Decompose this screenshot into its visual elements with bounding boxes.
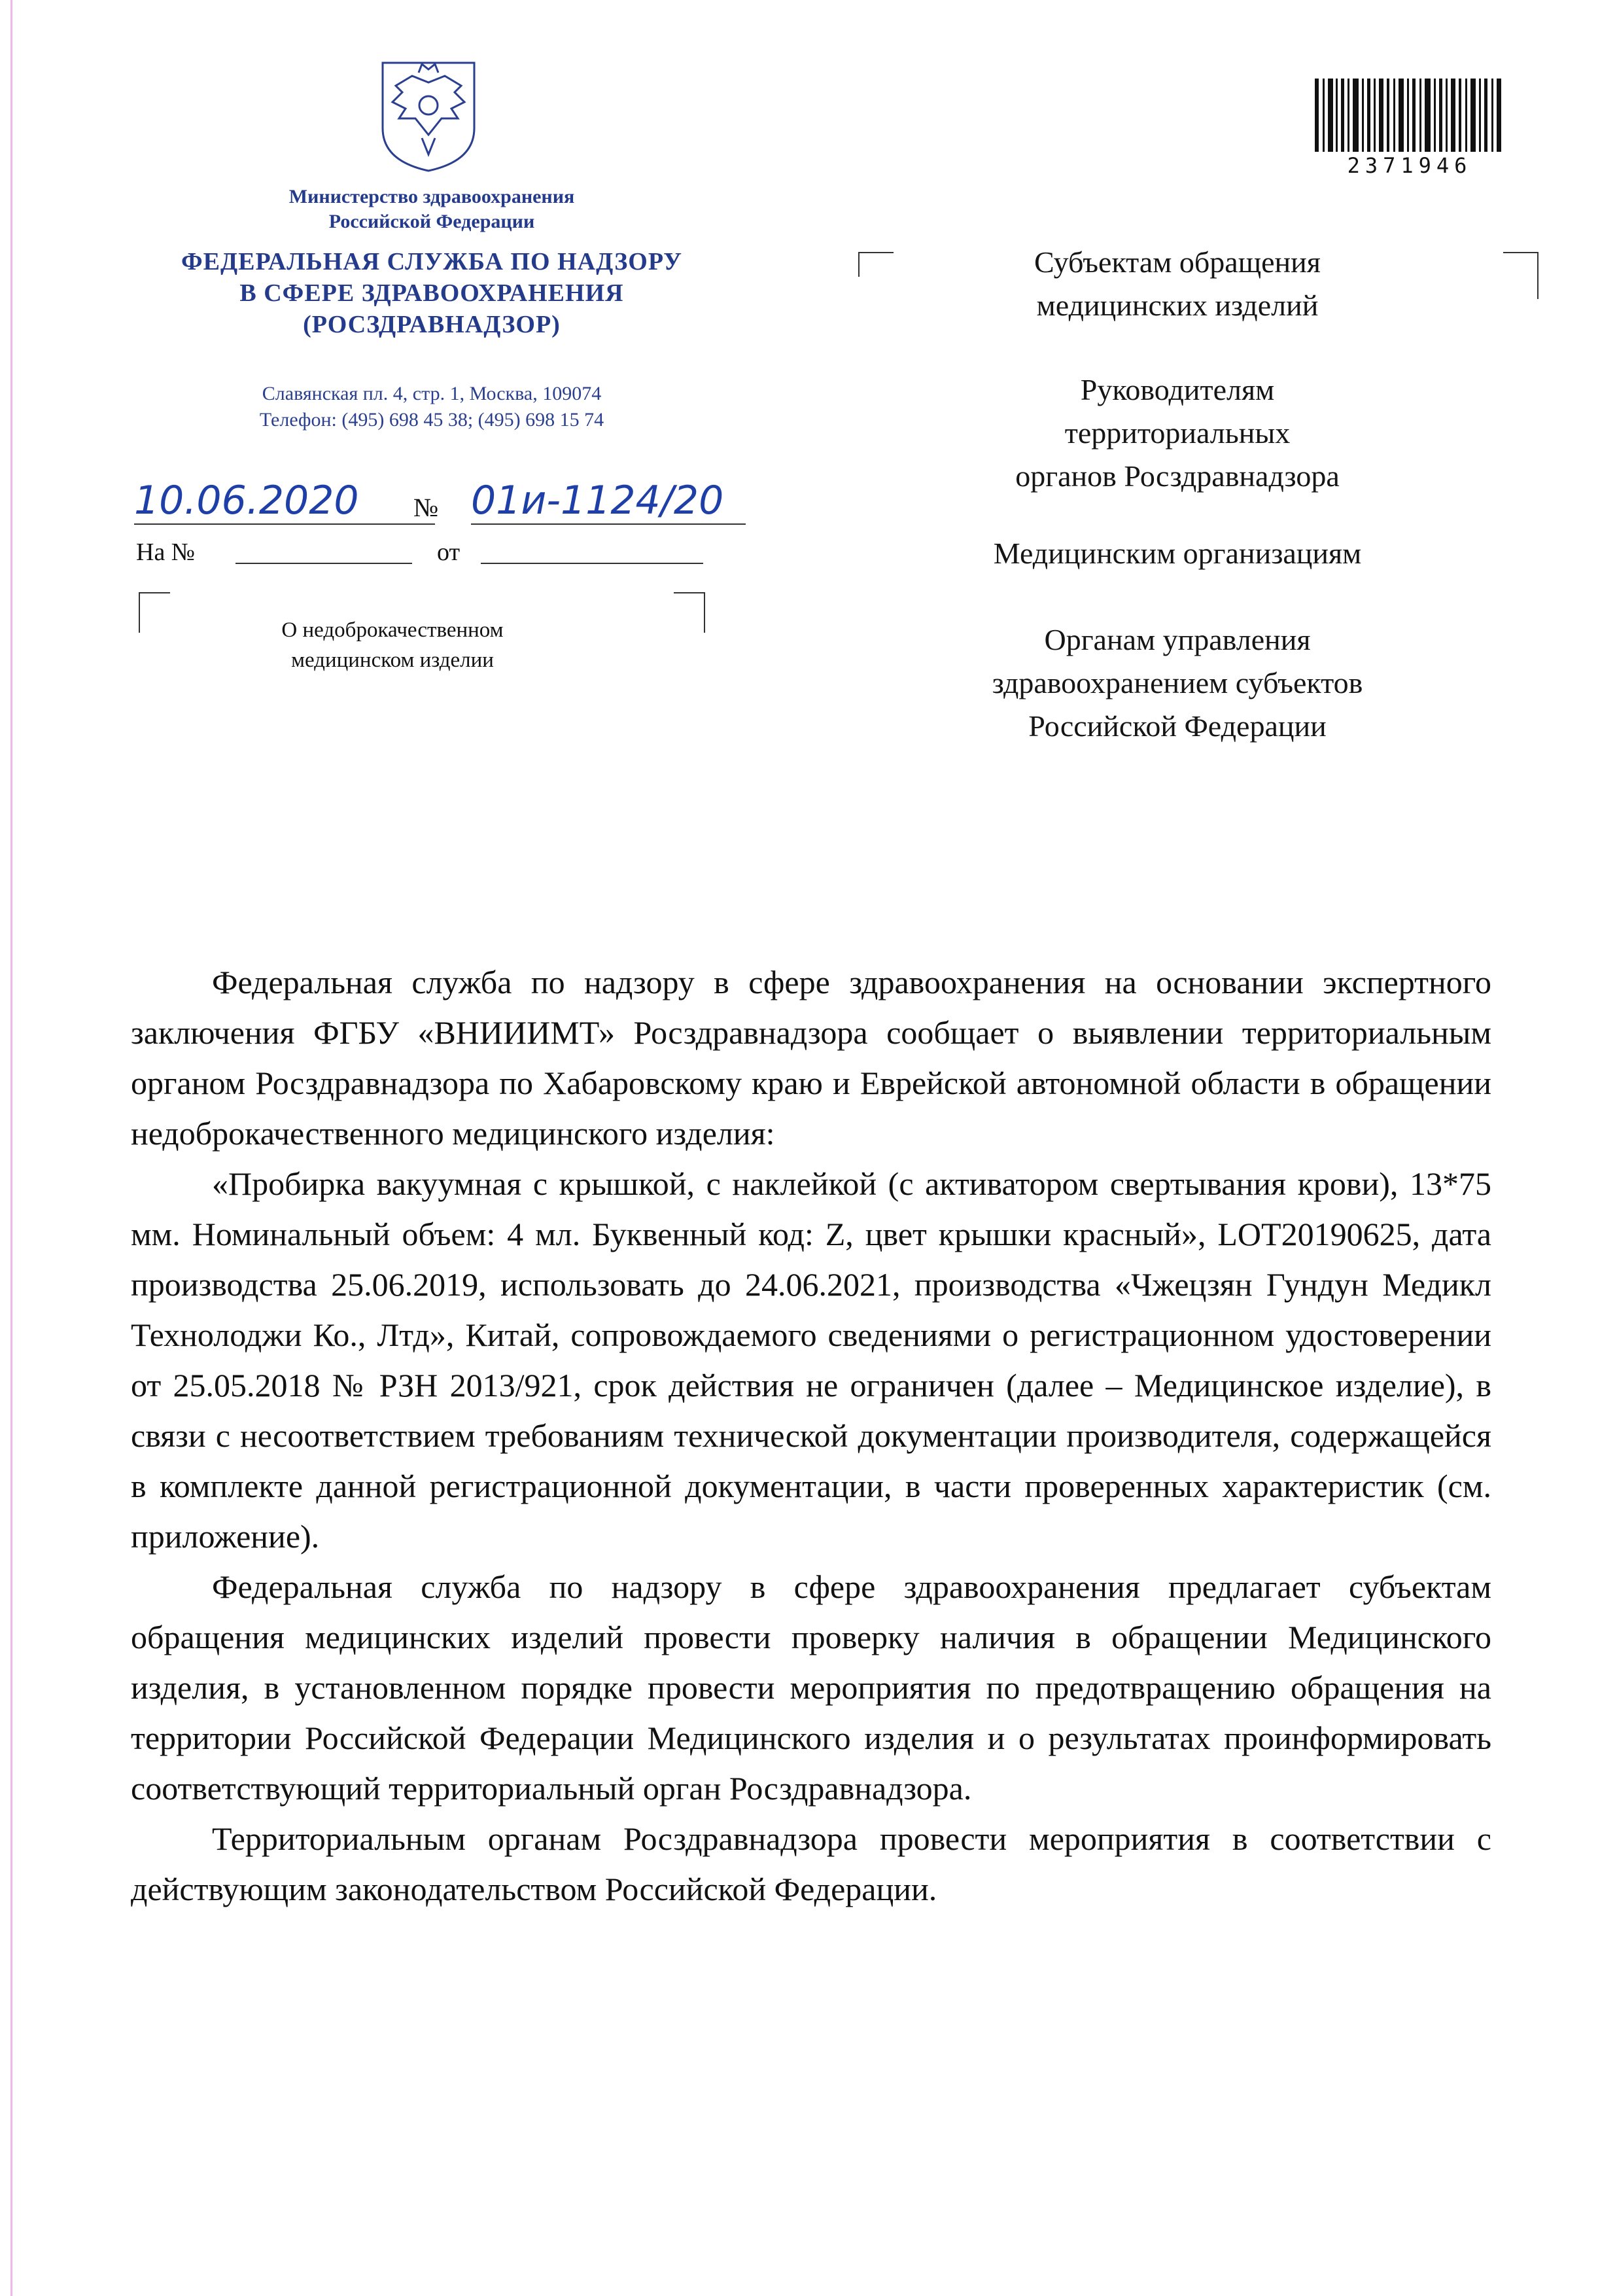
addressee-line: органов Росздравнадзора bbox=[1015, 459, 1340, 493]
russian-coat-of-arms-icon bbox=[373, 56, 484, 174]
addressee-line: Субъектам обращения bbox=[1034, 245, 1321, 279]
addressee-bracket-right bbox=[1503, 252, 1539, 299]
addressee-group-4 bbox=[863, 618, 1491, 748]
subject-bracket-right bbox=[674, 592, 705, 633]
addressee-group-2 bbox=[863, 368, 1491, 498]
addressee-line: Руководителям bbox=[1080, 373, 1275, 406]
outgoing-date: 10.06.2020 bbox=[134, 478, 435, 525]
reference-date-line bbox=[481, 563, 703, 564]
barcode-number: 2371946 bbox=[1347, 153, 1472, 178]
number-sign: № bbox=[413, 493, 439, 522]
reference-from: от bbox=[437, 539, 461, 566]
addressee-line: Органам управления bbox=[1044, 623, 1311, 656]
body-paragraph-3: Федеральная служба по надзору в сфере здравоохранения предлагает субъектам обращения медицинских изделий провести проверку наличия в обращении Медицинского изделия, в установленном порядке провести мероприятия по предотвращению обращения на территории Российской Федерации Медицинского изделия и о результатах проинформировать соответствующий территориальный орган Росздравнадзора. bbox=[131, 1568, 1491, 1807]
addressee-line: Российской Федерации bbox=[1028, 709, 1327, 743]
sender-address bbox=[137, 381, 726, 433]
body-paragraph-4: Территориальным органам Росздравнадзора провести мероприятия в соответствии с действующим законодательством Российской Федерации. bbox=[131, 1820, 1491, 1907]
margin-line bbox=[10, 0, 12, 2296]
service-name bbox=[137, 246, 726, 340]
addressee-line: территориальных bbox=[1064, 416, 1291, 450]
outgoing-number: 01и-1124/20 bbox=[471, 478, 724, 523]
subject-line-1: О недоброкачественном bbox=[281, 618, 504, 642]
address-line: Славянская пл. 4, стр. 1, Москва, 109074 bbox=[262, 383, 602, 404]
ministry-name bbox=[137, 185, 726, 234]
reference-prefix: На № bbox=[136, 539, 196, 566]
outgoing-number-underline bbox=[471, 523, 746, 525]
ministry-line-2: Российской Федерации bbox=[328, 211, 535, 232]
body-paragraph-1: Федеральная служба по надзору в сфере здравоохранения на основании экспертного заключения ФГБУ «ВНИИИМТ» Росздравнадзора сообщает о выявлении территориальным органом Росздравнадзора по Хабаровскому краю и Еврейской автономной области в обращении недоброкачественного медицинского изделия: bbox=[131, 964, 1491, 1152]
service-line-3: (РОСЗДРАВНАДЗОР) bbox=[303, 311, 561, 338]
subject-bracket-left bbox=[139, 592, 170, 633]
letter-body bbox=[131, 957, 1491, 1915]
addressee-line: здравоохранением субъектов bbox=[992, 666, 1363, 699]
subject-line-2: медицинском изделии bbox=[291, 648, 494, 672]
addressee-line: медицинских изделий bbox=[1036, 289, 1319, 322]
addressee-line: Медицинским организациям bbox=[993, 537, 1362, 570]
addressee-group-3 bbox=[863, 532, 1491, 575]
phone-line: Телефон: (495) 698 45 38; (495) 698 15 74 bbox=[259, 409, 604, 431]
service-line-2: В СФЕРЕ ЗДРАВООХРАНЕНИЯ bbox=[239, 279, 624, 307]
letter-subject bbox=[196, 615, 589, 675]
barcode bbox=[1315, 79, 1504, 157]
service-line-1: ФЕДЕРАЛЬНАЯ СЛУЖБА ПО НАДЗОРУ bbox=[181, 248, 682, 275]
ministry-line-1: Министерство здравоохранения bbox=[288, 186, 575, 207]
addressee-group-1 bbox=[863, 241, 1491, 327]
body-paragraph-2: «Пробирка вакуумная с крышкой, с наклейкой (с активатором свертывания крови), 13*75 мм. Номинальный объем: 4 мл. Буквенный код: Z, цвет крышки красный», LOT20190625, дата производства 25.06.2019, использовать до 24.06.2021, производства «Чжецзян Гундун Медикл Технолоджи Ко., Лтд», Китай, сопровождаемого сведениями о регистрационном удостоверении от 25.05.2018 № РЗН 2013/921, срок действия не ограничен (далее – Медицинское изделие), в связи с несоответствием требованиям технической документации производителя, содержащейся в комплекте данной регистрационной документации, в части проверенных характеристик (см. приложение). bbox=[131, 1165, 1491, 1555]
reference-number-line bbox=[235, 563, 412, 564]
